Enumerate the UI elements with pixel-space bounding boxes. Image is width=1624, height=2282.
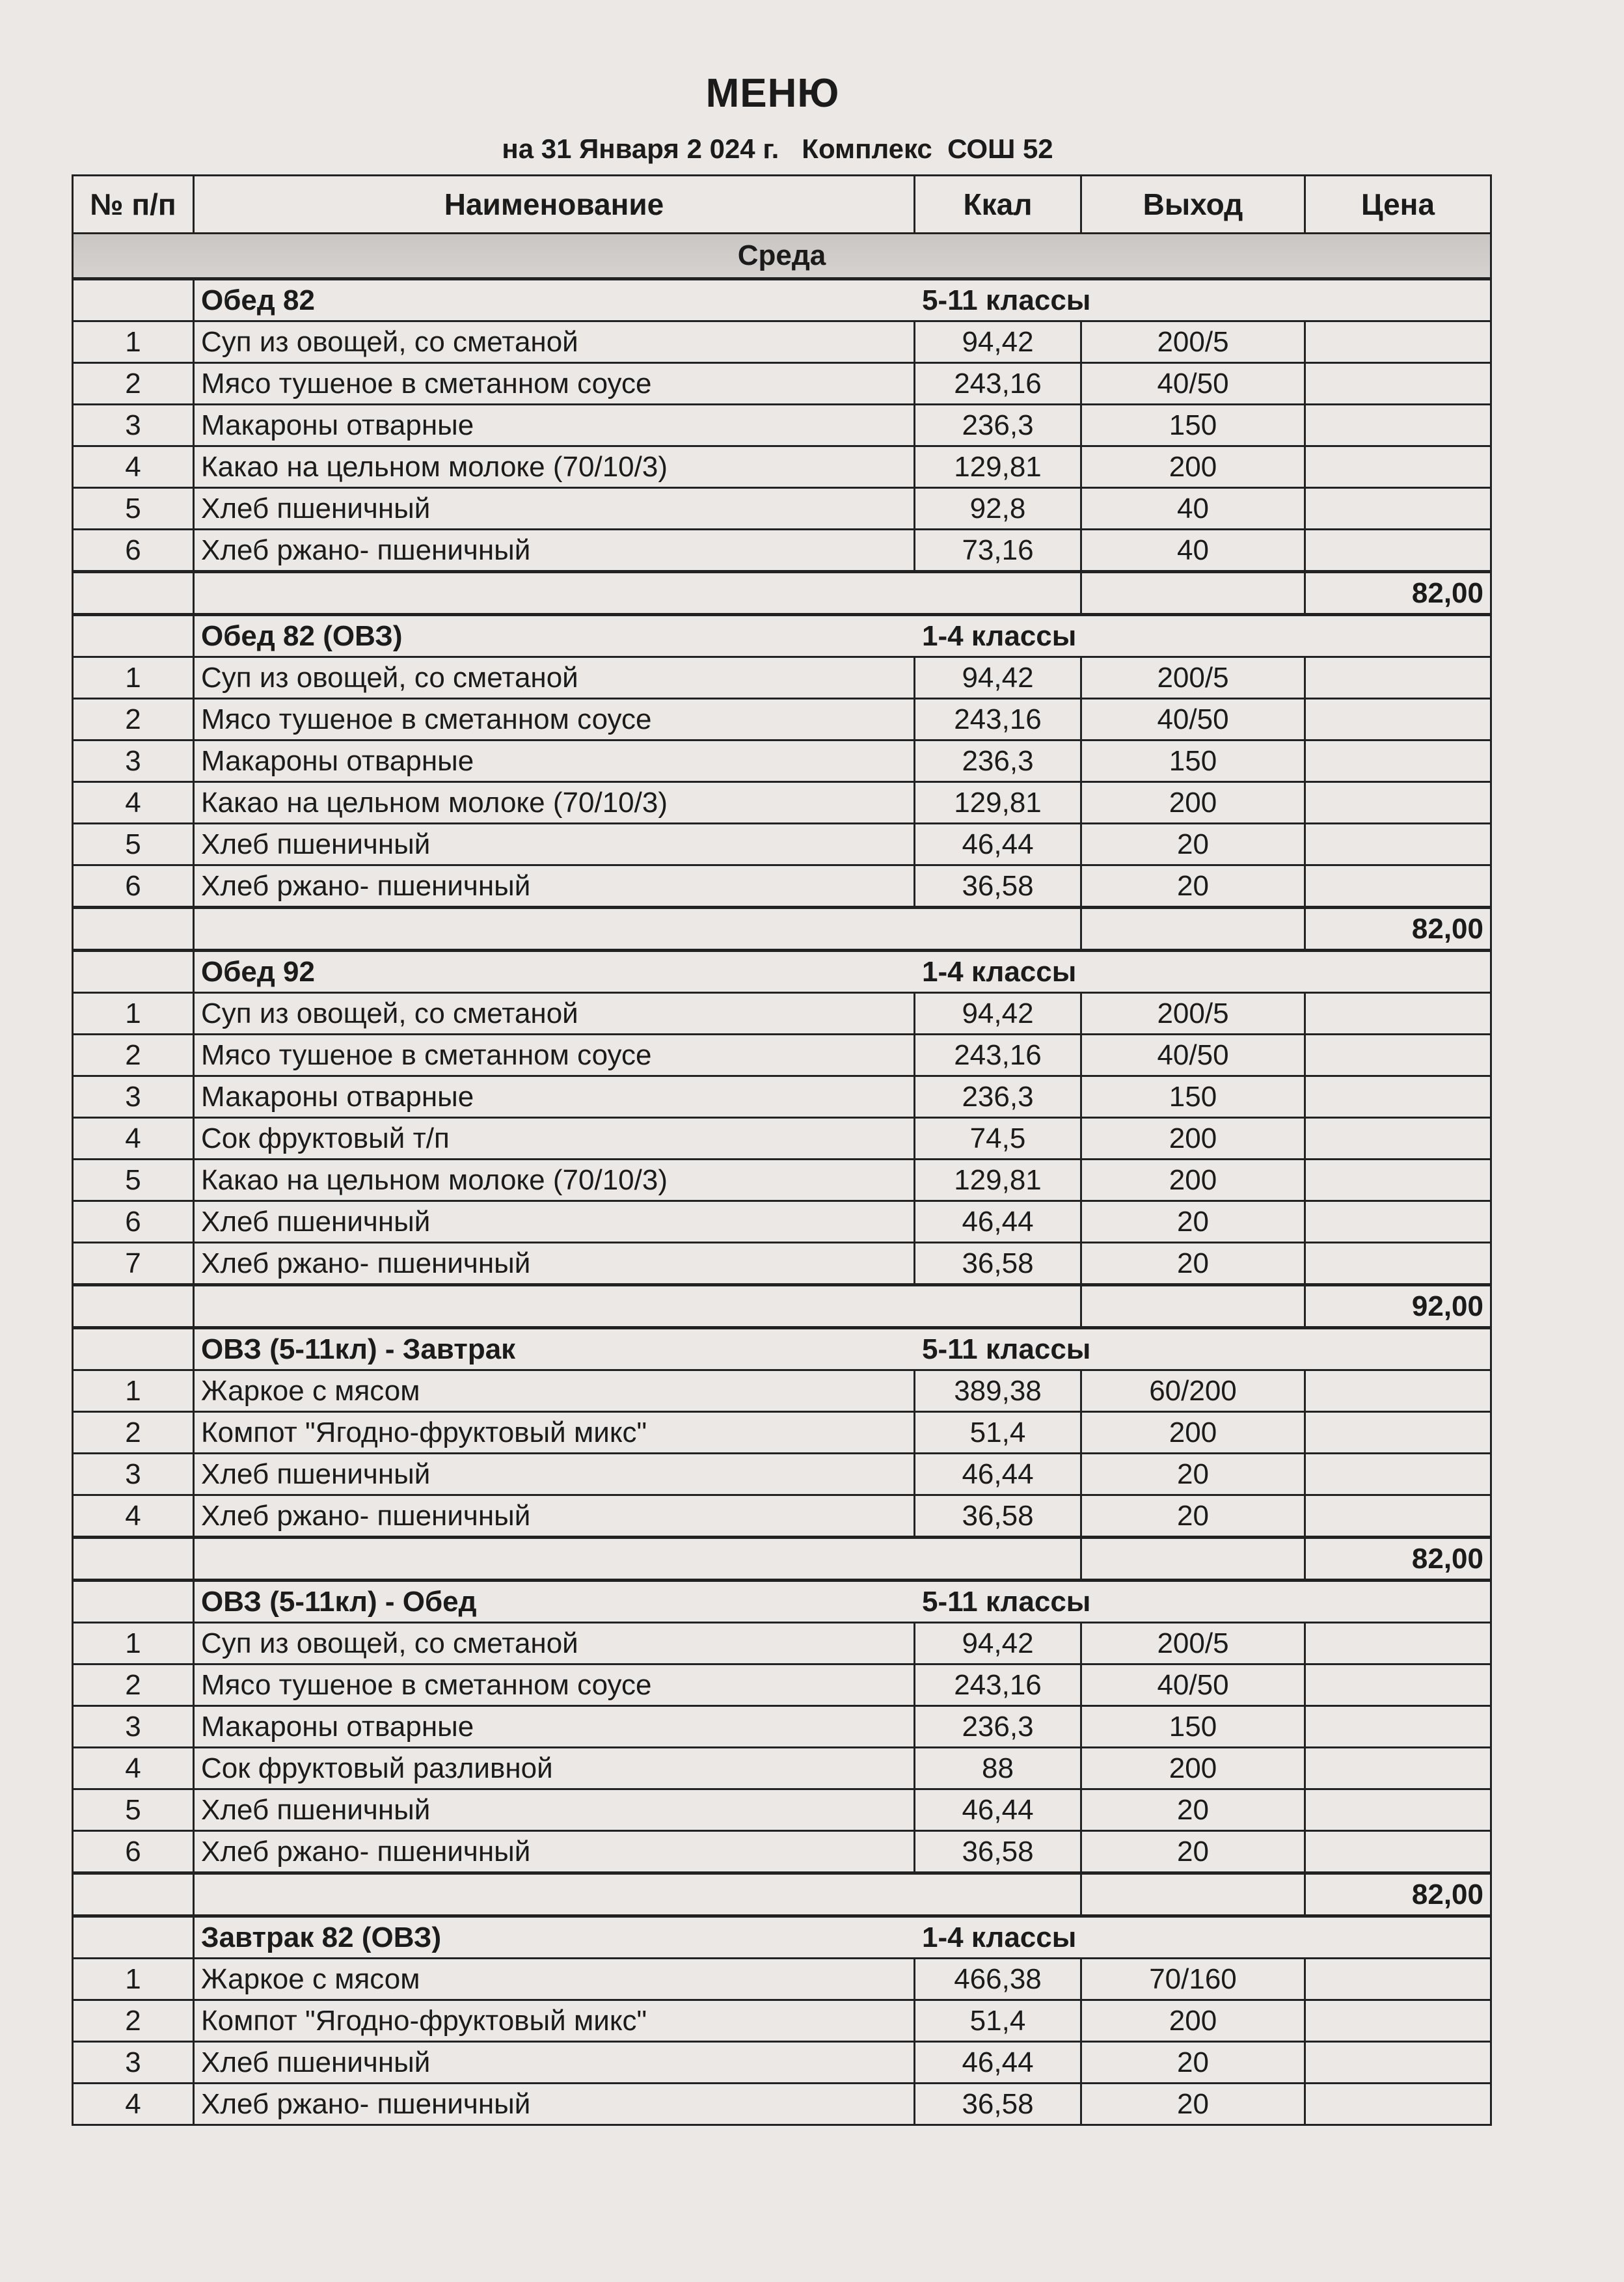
item-price <box>1305 1454 1491 1495</box>
total-blank-cell <box>194 572 1081 615</box>
table-row <box>73 1623 1491 1664</box>
total-blank-cell <box>73 572 194 615</box>
item-number: 1 <box>73 321 194 363</box>
table-row <box>73 1495 1491 1538</box>
meal-group-row <box>73 615 1491 657</box>
item-price <box>1305 782 1491 824</box>
group-total-row <box>73 1285 1491 1328</box>
group-title-cell <box>194 1581 1491 1623</box>
item-name: Макароны отварные <box>194 740 915 782</box>
item-number: 2 <box>73 363 194 405</box>
item-price <box>1305 1748 1491 1789</box>
item-output: 40 <box>1081 488 1305 530</box>
item-kcal: 92,8 <box>915 488 1081 530</box>
item-number: 3 <box>73 2042 194 2084</box>
menu-title: МЕНЮ <box>705 71 840 116</box>
menu-table <box>72 174 1492 2126</box>
meal-group-row <box>73 279 1491 321</box>
item-kcal: 236,3 <box>915 405 1081 446</box>
group-name: Обед 82 (ОВЗ) <box>201 619 403 652</box>
item-name: Хлеб ржано- пшеничный <box>194 1495 915 1538</box>
item-output: 40/50 <box>1081 1664 1305 1706</box>
item-kcal: 129,81 <box>915 446 1081 488</box>
group-title-cell <box>194 1916 1491 1959</box>
table-row <box>73 1201 1491 1243</box>
item-output: 200 <box>1081 446 1305 488</box>
group-number-cell <box>73 951 194 993</box>
item-output: 200 <box>1081 782 1305 824</box>
item-number: 4 <box>73 1495 194 1538</box>
item-name: Суп из овощей, со сметаной <box>194 1623 915 1664</box>
table-row <box>73 865 1491 908</box>
item-name: Хлеб пшеничный <box>194 1201 915 1243</box>
group-title-wrap <box>201 284 1483 317</box>
item-output: 200 <box>1081 1748 1305 1789</box>
item-output: 200/5 <box>1081 1623 1305 1664</box>
column-header-output: Выход <box>1081 176 1305 234</box>
item-kcal: 51,4 <box>915 2000 1081 2042</box>
table-row <box>73 1748 1491 1789</box>
group-title-wrap <box>201 956 1483 988</box>
group-name: ОВЗ (5-11кл) - Обед <box>201 1585 477 1618</box>
item-price <box>1305 1789 1491 1831</box>
column-header-name: Наименование <box>194 176 915 234</box>
table-row <box>73 782 1491 824</box>
table-row <box>73 1706 1491 1748</box>
group-classes: 5-11 классы <box>922 1333 1091 1365</box>
group-number-cell <box>73 1916 194 1959</box>
item-kcal: 46,44 <box>915 1789 1081 1831</box>
table-row <box>73 2000 1491 2042</box>
item-price <box>1305 865 1491 908</box>
table-row <box>73 699 1491 740</box>
group-title-wrap <box>201 620 1483 653</box>
table-row <box>73 1831 1491 1873</box>
day-row <box>73 234 1491 279</box>
meal-group-row <box>73 951 1491 993</box>
group-number-cell <box>73 1328 194 1370</box>
item-output: 40 <box>1081 530 1305 572</box>
group-title-cell <box>194 1328 1491 1370</box>
item-kcal: 94,42 <box>915 993 1081 1035</box>
table-row <box>73 1454 1491 1495</box>
item-name: Хлеб пшеничный <box>194 824 915 865</box>
group-name: Завтрак 82 (ОВЗ) <box>201 1921 442 1953</box>
table-row <box>73 993 1491 1035</box>
column-header-number: № п/п <box>73 176 194 234</box>
item-price <box>1305 1664 1491 1706</box>
group-title-cell <box>194 279 1491 321</box>
item-number: 6 <box>73 1831 194 1873</box>
table-row <box>73 530 1491 572</box>
item-output: 150 <box>1081 1706 1305 1748</box>
group-number-cell <box>73 615 194 657</box>
item-output: 20 <box>1081 2042 1305 2084</box>
item-price <box>1305 657 1491 699</box>
table-row <box>73 488 1491 530</box>
item-kcal: 129,81 <box>915 1160 1081 1201</box>
group-total-row <box>73 572 1491 615</box>
item-number: 6 <box>73 865 194 908</box>
total-blank-cell <box>1081 572 1305 615</box>
item-price <box>1305 993 1491 1035</box>
table-row <box>73 1789 1491 1831</box>
group-total-price: 82,00 <box>1305 1873 1491 1916</box>
item-name: Мясо тушеное в сметанном соусе <box>194 363 915 405</box>
item-name: Мясо тушеное в сметанном соусе <box>194 1035 915 1076</box>
item-kcal: 243,16 <box>915 1035 1081 1076</box>
table-row <box>73 824 1491 865</box>
item-name: Сок фруктовый разливной <box>194 1748 915 1789</box>
item-name: Хлеб ржано- пшеничный <box>194 1243 915 1285</box>
item-kcal: 129,81 <box>915 782 1081 824</box>
table-row <box>73 657 1491 699</box>
group-name: Обед 82 <box>201 284 315 316</box>
item-output: 20 <box>1081 824 1305 865</box>
item-price <box>1305 2084 1491 2125</box>
item-kcal: 36,58 <box>915 1243 1081 1285</box>
meal-group-row <box>73 1916 1491 1959</box>
item-price <box>1305 1831 1491 1873</box>
item-name: Макароны отварные <box>194 1076 915 1118</box>
table-row <box>73 321 1491 363</box>
item-output: 150 <box>1081 405 1305 446</box>
item-price <box>1305 1959 1491 2000</box>
item-output: 20 <box>1081 1789 1305 1831</box>
item-kcal: 46,44 <box>915 2042 1081 2084</box>
item-name: Какао на цельном молоке (70/10/3) <box>194 1160 915 1201</box>
item-kcal: 36,58 <box>915 865 1081 908</box>
item-output: 200 <box>1081 1118 1305 1160</box>
group-classes: 5-11 классы <box>922 1585 1091 1618</box>
item-output: 150 <box>1081 1076 1305 1118</box>
item-price <box>1305 1118 1491 1160</box>
item-number: 5 <box>73 824 194 865</box>
group-total-price: 82,00 <box>1305 1538 1491 1581</box>
item-kcal: 236,3 <box>915 740 1081 782</box>
item-name: Суп из овощей, со сметаной <box>194 993 915 1035</box>
item-kcal: 74,5 <box>915 1118 1081 1160</box>
total-blank-cell <box>194 908 1081 951</box>
item-price <box>1305 446 1491 488</box>
item-output: 20 <box>1081 1831 1305 1873</box>
group-total-price: 82,00 <box>1305 572 1491 615</box>
table-row <box>73 1076 1491 1118</box>
item-number: 4 <box>73 446 194 488</box>
table-row <box>73 405 1491 446</box>
item-price <box>1305 1495 1491 1538</box>
item-price <box>1305 488 1491 530</box>
total-blank-cell <box>194 1873 1081 1916</box>
item-number: 4 <box>73 1748 194 1789</box>
table-row <box>73 2042 1491 2084</box>
item-price <box>1305 321 1491 363</box>
item-name: Мясо тушеное в сметанном соусе <box>194 1664 915 1706</box>
total-blank-cell <box>194 1538 1081 1581</box>
item-number: 7 <box>73 1243 194 1285</box>
item-name: Макароны отварные <box>194 1706 915 1748</box>
group-title-wrap <box>201 1333 1483 1366</box>
item-kcal: 243,16 <box>915 1664 1081 1706</box>
table-row <box>73 2084 1491 2125</box>
group-classes: 5-11 классы <box>922 284 1091 316</box>
item-name: Хлеб пшеничный <box>194 1789 915 1831</box>
item-number: 1 <box>73 993 194 1035</box>
column-header-kcal: Ккал <box>915 176 1081 234</box>
item-price <box>1305 2000 1491 2042</box>
table-row <box>73 1035 1491 1076</box>
item-output: 40/50 <box>1081 699 1305 740</box>
group-title-cell <box>194 951 1491 993</box>
item-number: 4 <box>73 2084 194 2125</box>
item-number: 6 <box>73 530 194 572</box>
table-row <box>73 1664 1491 1706</box>
group-total-row <box>73 908 1491 951</box>
item-name: Суп из овощей, со сметаной <box>194 321 915 363</box>
total-blank-cell <box>73 1285 194 1328</box>
item-price <box>1305 699 1491 740</box>
total-blank-cell <box>73 1538 194 1581</box>
item-name: Хлеб ржано- пшеничный <box>194 1831 915 1873</box>
total-blank-cell <box>73 1873 194 1916</box>
group-classes: 1-4 классы <box>922 1921 1077 1953</box>
item-kcal: 466,38 <box>915 1959 1081 2000</box>
day-label: Среда <box>73 234 1491 279</box>
item-kcal: 94,42 <box>915 1623 1081 1664</box>
item-name: Макароны отварные <box>194 405 915 446</box>
item-number: 5 <box>73 1789 194 1831</box>
item-number: 1 <box>73 1959 194 2000</box>
item-price <box>1305 740 1491 782</box>
item-kcal: 46,44 <box>915 1201 1081 1243</box>
item-output: 40/50 <box>1081 1035 1305 1076</box>
group-total-row <box>73 1873 1491 1916</box>
item-kcal: 46,44 <box>915 1454 1081 1495</box>
item-price <box>1305 1623 1491 1664</box>
item-output: 200/5 <box>1081 657 1305 699</box>
table-row <box>73 363 1491 405</box>
item-number: 5 <box>73 1160 194 1201</box>
item-kcal: 46,44 <box>915 824 1081 865</box>
item-number: 3 <box>73 405 194 446</box>
item-kcal: 36,58 <box>915 1495 1081 1538</box>
item-output: 20 <box>1081 2084 1305 2125</box>
item-name: Хлеб ржано- пшеничный <box>194 2084 915 2125</box>
table-row <box>73 1243 1491 1285</box>
group-title-cell <box>194 615 1491 657</box>
table-row <box>73 1160 1491 1201</box>
item-price <box>1305 1035 1491 1076</box>
item-kcal: 88 <box>915 1748 1081 1789</box>
item-output: 200 <box>1081 1160 1305 1201</box>
item-output: 200/5 <box>1081 321 1305 363</box>
table-row <box>73 446 1491 488</box>
group-number-cell <box>73 279 194 321</box>
item-kcal: 236,3 <box>915 1076 1081 1118</box>
item-kcal: 51,4 <box>915 1412 1081 1454</box>
item-name: Сок фруктовый т/п <box>194 1118 915 1160</box>
item-name: Какао на цельном молоке (70/10/3) <box>194 782 915 824</box>
group-number-cell <box>73 1581 194 1623</box>
item-price <box>1305 2042 1491 2084</box>
item-kcal: 94,42 <box>915 657 1081 699</box>
item-name: Хлеб пшеничный <box>194 1454 915 1495</box>
item-name: Хлеб пшеничный <box>194 488 915 530</box>
total-blank-cell <box>1081 1873 1305 1916</box>
item-name: Жаркое с мясом <box>194 1959 915 2000</box>
item-number: 4 <box>73 1118 194 1160</box>
total-blank-cell <box>1081 1538 1305 1581</box>
item-price <box>1305 1243 1491 1285</box>
item-number: 5 <box>73 488 194 530</box>
group-total-row <box>73 1538 1491 1581</box>
item-kcal: 94,42 <box>915 321 1081 363</box>
meal-group-row <box>73 1328 1491 1370</box>
item-price <box>1305 1370 1491 1412</box>
group-total-price: 82,00 <box>1305 908 1491 951</box>
item-number: 1 <box>73 657 194 699</box>
group-title-wrap <box>201 1586 1483 1618</box>
item-name: Хлеб пшеничный <box>194 2042 915 2084</box>
item-output: 200 <box>1081 2000 1305 2042</box>
total-blank-cell <box>1081 1285 1305 1328</box>
group-classes: 1-4 классы <box>922 619 1077 652</box>
item-output: 20 <box>1081 1201 1305 1243</box>
item-price <box>1305 1201 1491 1243</box>
item-price <box>1305 1412 1491 1454</box>
table-row <box>73 740 1491 782</box>
item-name: Мясо тушеное в сметанном соусе <box>194 699 915 740</box>
item-output: 200/5 <box>1081 993 1305 1035</box>
item-name: Хлеб ржано- пшеничный <box>194 865 915 908</box>
item-price <box>1305 363 1491 405</box>
item-name: Компот "Ягодно-фруктовый микс" <box>194 1412 915 1454</box>
item-number: 3 <box>73 740 194 782</box>
item-number: 4 <box>73 782 194 824</box>
item-number: 2 <box>73 1664 194 1706</box>
item-output: 40/50 <box>1081 363 1305 405</box>
total-blank-cell <box>1081 908 1305 951</box>
item-number: 3 <box>73 1706 194 1748</box>
item-kcal: 73,16 <box>915 530 1081 572</box>
item-number: 1 <box>73 1623 194 1664</box>
item-kcal: 236,3 <box>915 1706 1081 1748</box>
item-number: 1 <box>73 1370 194 1412</box>
item-number: 3 <box>73 1454 194 1495</box>
item-kcal: 36,58 <box>915 1831 1081 1873</box>
item-name: Жаркое с мясом <box>194 1370 915 1412</box>
item-price <box>1305 824 1491 865</box>
item-price <box>1305 1076 1491 1118</box>
item-output: 20 <box>1081 1243 1305 1285</box>
item-number: 2 <box>73 699 194 740</box>
item-output: 200 <box>1081 1412 1305 1454</box>
item-kcal: 243,16 <box>915 363 1081 405</box>
item-name: Какао на цельном молоке (70/10/3) <box>194 446 915 488</box>
item-kcal: 36,58 <box>915 2084 1081 2125</box>
meal-group-row <box>73 1581 1491 1623</box>
table-row <box>73 1412 1491 1454</box>
group-name: Обед 92 <box>201 955 315 988</box>
table-header-row <box>73 176 1491 234</box>
item-name: Хлеб ржано- пшеничный <box>194 530 915 572</box>
group-name: ОВЗ (5-11кл) - Завтрак <box>201 1333 516 1365</box>
item-price <box>1305 1706 1491 1748</box>
item-output: 20 <box>1081 1495 1305 1538</box>
total-blank-cell <box>194 1285 1081 1328</box>
group-total-price: 92,00 <box>1305 1285 1491 1328</box>
item-name: Компот "Ягодно-фруктовый микс" <box>194 2000 915 2042</box>
item-price <box>1305 530 1491 572</box>
item-price <box>1305 405 1491 446</box>
item-output: 60/200 <box>1081 1370 1305 1412</box>
item-output: 20 <box>1081 1454 1305 1495</box>
table-row <box>73 1118 1491 1160</box>
total-blank-cell <box>73 908 194 951</box>
item-kcal: 243,16 <box>915 699 1081 740</box>
column-header-price: Цена <box>1305 176 1491 234</box>
item-number: 2 <box>73 2000 194 2042</box>
menu-body <box>73 234 1491 2125</box>
item-output: 70/160 <box>1081 1959 1305 2000</box>
item-number: 3 <box>73 1076 194 1118</box>
item-output: 20 <box>1081 865 1305 908</box>
item-name: Суп из овощей, со сметаной <box>194 657 915 699</box>
item-number: 6 <box>73 1201 194 1243</box>
table-row <box>73 1370 1491 1412</box>
group-title-wrap <box>201 1922 1483 1954</box>
table-row <box>73 1959 1491 2000</box>
group-classes: 1-4 классы <box>922 955 1077 988</box>
item-number: 2 <box>73 1412 194 1454</box>
item-number: 2 <box>73 1035 194 1076</box>
item-kcal: 389,38 <box>915 1370 1081 1412</box>
item-output: 150 <box>1081 740 1305 782</box>
menu-subtitle: на 31 Января 2 024 г. Комплекс СОШ 52 <box>502 133 1053 164</box>
item-price <box>1305 1160 1491 1201</box>
